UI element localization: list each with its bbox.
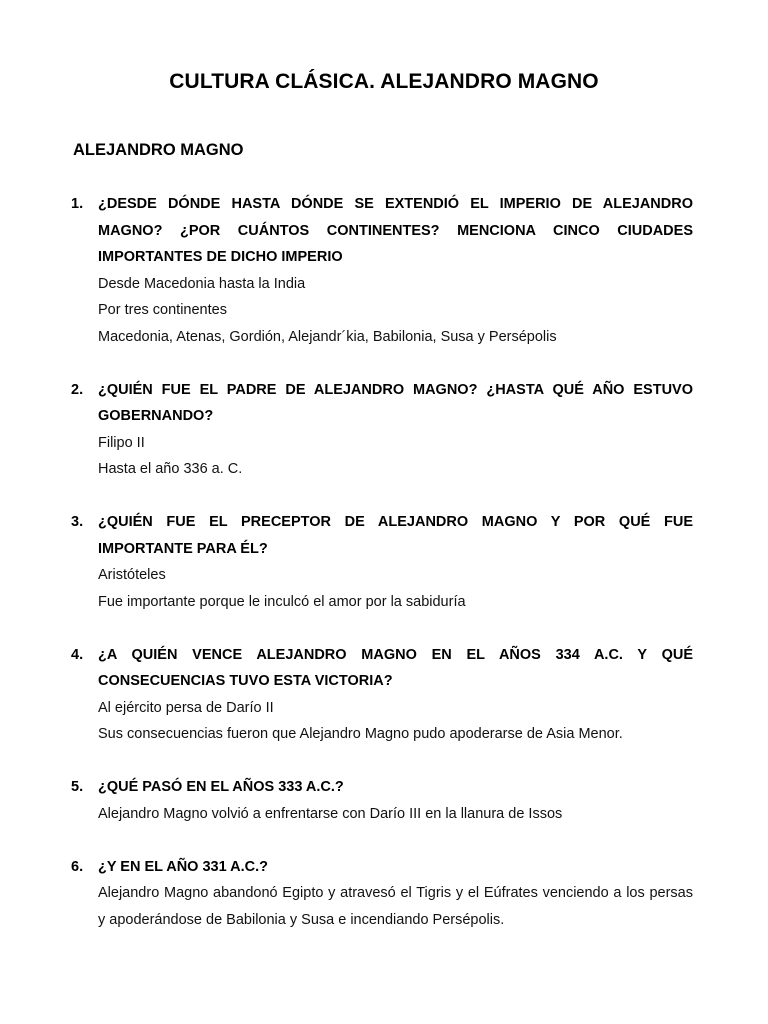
answer-line: Hasta el año 336 a. C. [98,461,243,477]
section-heading: ALEJANDRO MAGNO [73,141,244,159]
answer-line: Aristóteles [98,567,166,583]
answer-line: Por tres continentes [98,302,227,318]
question-text: ¿QUIÉN FUE EL PRECEPTOR DE ALEJANDRO MAGNO Y POR QUÉ FUE IMPORTANTE PARA ÉL? [98,514,693,557]
question-list [0,191,768,960]
question-text: ¿DESDE DÓNDE HASTA DÓNDE SE EXTENDIÓ EL IMPERIO DE ALEJANDRO MAGNO? ¿POR CUÁNTOS CONTINENTES? MENCIONA CINCO CIUDADES IMPORTANTES DE DICHO IMPERIO [98,196,693,265]
question-number: 4. [71,646,84,663]
question-text: ¿A QUIÉN VENCE ALEJANDRO MAGNO EN EL AÑOS 334 A.C. Y QUÉ CONSECUENCIAS TUVO ESTA VICTORIA? [98,646,693,689]
question-number: 3. [71,514,84,530]
question-number: 1. [71,196,84,212]
answer-line: Desde Macedonia hasta la India [98,275,306,292]
question-item [71,774,693,827]
answer-line: Alejandro Magno abandonó Egipto y atravesó el Tigris y el Eúfrates venciendo a los persas y apoderándose de Babilonia y Susa e incendiando Persépolis. [98,885,693,928]
question-number: 5. [71,779,84,795]
question-number: 2. [71,381,84,398]
question-text: ¿Y EN EL AÑO 331 A.C.? [98,858,269,875]
answer-line: Filipo II [98,434,145,451]
page-title: CULTURA CLÁSICA. ALEJANDRO MAGNO [169,70,599,93]
question-item [71,377,693,483]
answer-line: Macedonia, Atenas, Gordión, Alejandr´kia, Babilonia, Susa y Persépolis [98,328,557,345]
answer-line: Fue importante porque le inculcó el amor por la sabiduría [98,593,466,610]
question-item [71,191,693,350]
question-item [71,509,693,615]
question-item [71,854,693,934]
question-number: 6. [71,858,84,875]
answer-line: Al ejército persa de Darío II [98,699,274,716]
question-text: ¿QUÉ PASÓ EN EL AÑOS 333 A.C.? [98,779,344,795]
question-text: ¿QUIÉN FUE EL PADRE DE ALEJANDRO MAGNO? ¿HASTA QUÉ AÑO ESTUVO GOBERNANDO? [98,381,693,424]
question-item [71,642,693,748]
answer-line: Sus consecuencias fueron que Alejandro Magno pudo apoderarse de Asia Menor. [98,726,623,742]
answer-line: Alejandro Magno volvió a enfrentarse con Darío III en la llanura de Issos [98,805,563,822]
